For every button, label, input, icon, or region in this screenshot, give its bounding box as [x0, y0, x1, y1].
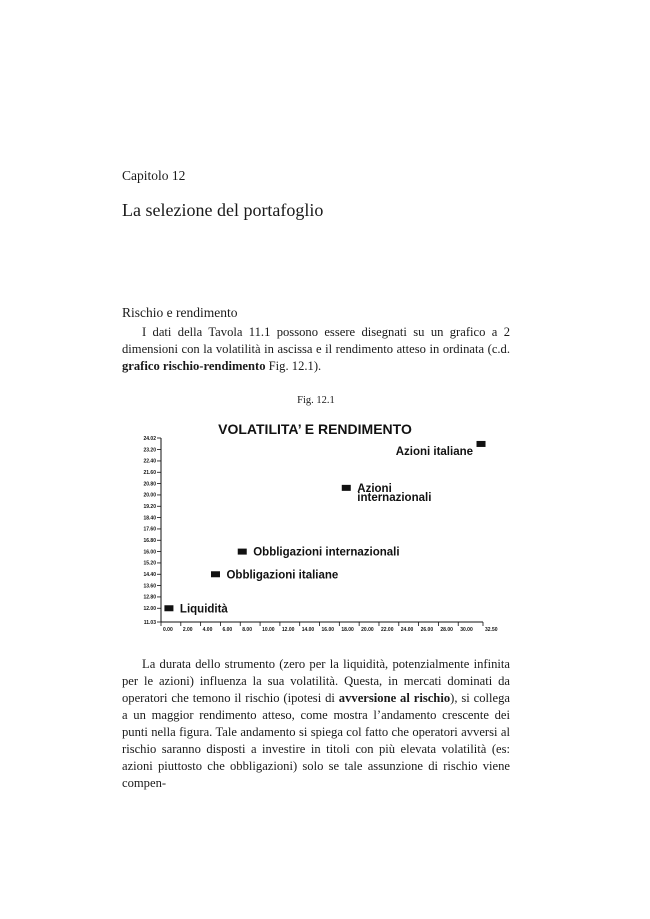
- y-tick-label: 16.00: [143, 549, 156, 556]
- chart-title: VOLATILITA’ E RENDIMENTO: [218, 421, 412, 437]
- paragraph-intro-text-1: I dati della Tavola 11.1 possono essere disegnati su un grafico a 2 dimensioni con la volatilità in ascissa e il rendimento atteso in ordinata (c.d.: [122, 325, 510, 356]
- data-point-label: internazionali: [357, 491, 432, 504]
- x-tick-label: 12.00: [281, 627, 295, 633]
- paragraph-intro: [122, 324, 510, 375]
- x-tick-label: 0.00: [163, 627, 173, 633]
- y-tick-label: 17.60: [143, 526, 156, 533]
- x-tick-label: 6.00: [222, 627, 233, 633]
- x-tick-label: 10.00: [262, 627, 275, 633]
- paragraph-intro-bold-term: grafico rischio-rendimento: [122, 359, 266, 373]
- data-point-label: Azioni: [357, 482, 392, 495]
- paragraph-discussion-text-2: ), si collega a un maggior rendimento atteso, come mostra l’andamento crescente dei punti nella figura. Tale andamento si spiega col fatto che operatori avversi al rischio saranno disposti a investire in titoli con più elevata volatilità (es: azioni piuttosto che obbligazioni) solo se tale assunzione di rischio viene compen-: [122, 691, 511, 790]
- x-tick-label: 16.00: [321, 627, 335, 633]
- y-tick-label: 18.40: [143, 515, 156, 522]
- y-tick-label: 14.40: [143, 572, 156, 579]
- section-title: Rischio e rendimento: [122, 305, 238, 320]
- paragraph-intro-text-2: Fig. 12.1).: [265, 359, 322, 373]
- x-tick-label: 4.00: [202, 627, 213, 633]
- x-tick-label: 30.00: [460, 627, 473, 633]
- paragraph-discussion: [122, 656, 510, 792]
- y-tick-label: 13.60: [143, 583, 156, 590]
- data-point-label: Obbligazioni internazionali: [253, 546, 400, 559]
- data-point-marker: [238, 549, 247, 555]
- y-tick-label: 12.00: [143, 606, 156, 613]
- x-tick-label: 14.00: [301, 627, 315, 633]
- y-tick-label: 15.20: [143, 560, 156, 567]
- y-tick-label: 19.20: [143, 504, 156, 511]
- y-tick-label: 20.80: [143, 481, 156, 488]
- x-tick-label: 20.00: [361, 627, 374, 633]
- y-tick-label: 11.03: [143, 619, 156, 626]
- x-tick-label: 18.00: [341, 627, 354, 633]
- paragraph-discussion-bold-term: avversione al rischio: [338, 691, 451, 705]
- data-point-label: Liquidità: [179, 603, 228, 616]
- data-point-marker: [211, 571, 220, 577]
- x-tick-label: 26.00: [420, 627, 434, 633]
- x-tick-label: 24.00: [400, 627, 414, 633]
- x-tick-label: 2.00: [182, 627, 193, 633]
- y-tick-label: 23.20: [143, 447, 156, 454]
- chapter-label: Capitolo 12: [122, 168, 186, 183]
- x-tick-label: 8.00: [242, 627, 252, 633]
- data-point-marker: [477, 441, 486, 447]
- y-tick-label: 21.60: [143, 470, 156, 477]
- x-tick-label: 28.00: [440, 627, 453, 633]
- x-tick-label: 32.50: [485, 627, 498, 633]
- y-tick-label: 22.40: [143, 458, 156, 465]
- data-point-marker: [164, 605, 173, 611]
- figure-caption: Fig. 12.1: [297, 395, 335, 406]
- data-point-label: Obbligazioni italiane: [226, 569, 339, 582]
- data-point-marker: [342, 485, 351, 491]
- paragraph-discussion-text-1: La durata dello strumento (zero per la liquidità, potenzialmente infinita per le azioni) influenza la sua volatilità. Questa, in mercati dominati da operatori che temono il rischio (ipotesi di: [122, 657, 510, 705]
- y-tick-label: 24.02: [143, 435, 156, 442]
- data-point-label: Azioni italiane: [395, 445, 474, 458]
- x-tick-label: 22.00: [380, 627, 394, 633]
- y-tick-label: 20.00: [143, 492, 156, 499]
- y-tick-label: 12.80: [143, 594, 156, 601]
- y-tick-label: 16.80: [143, 538, 156, 545]
- chapter-title: La selezione del portafoglio: [122, 200, 324, 220]
